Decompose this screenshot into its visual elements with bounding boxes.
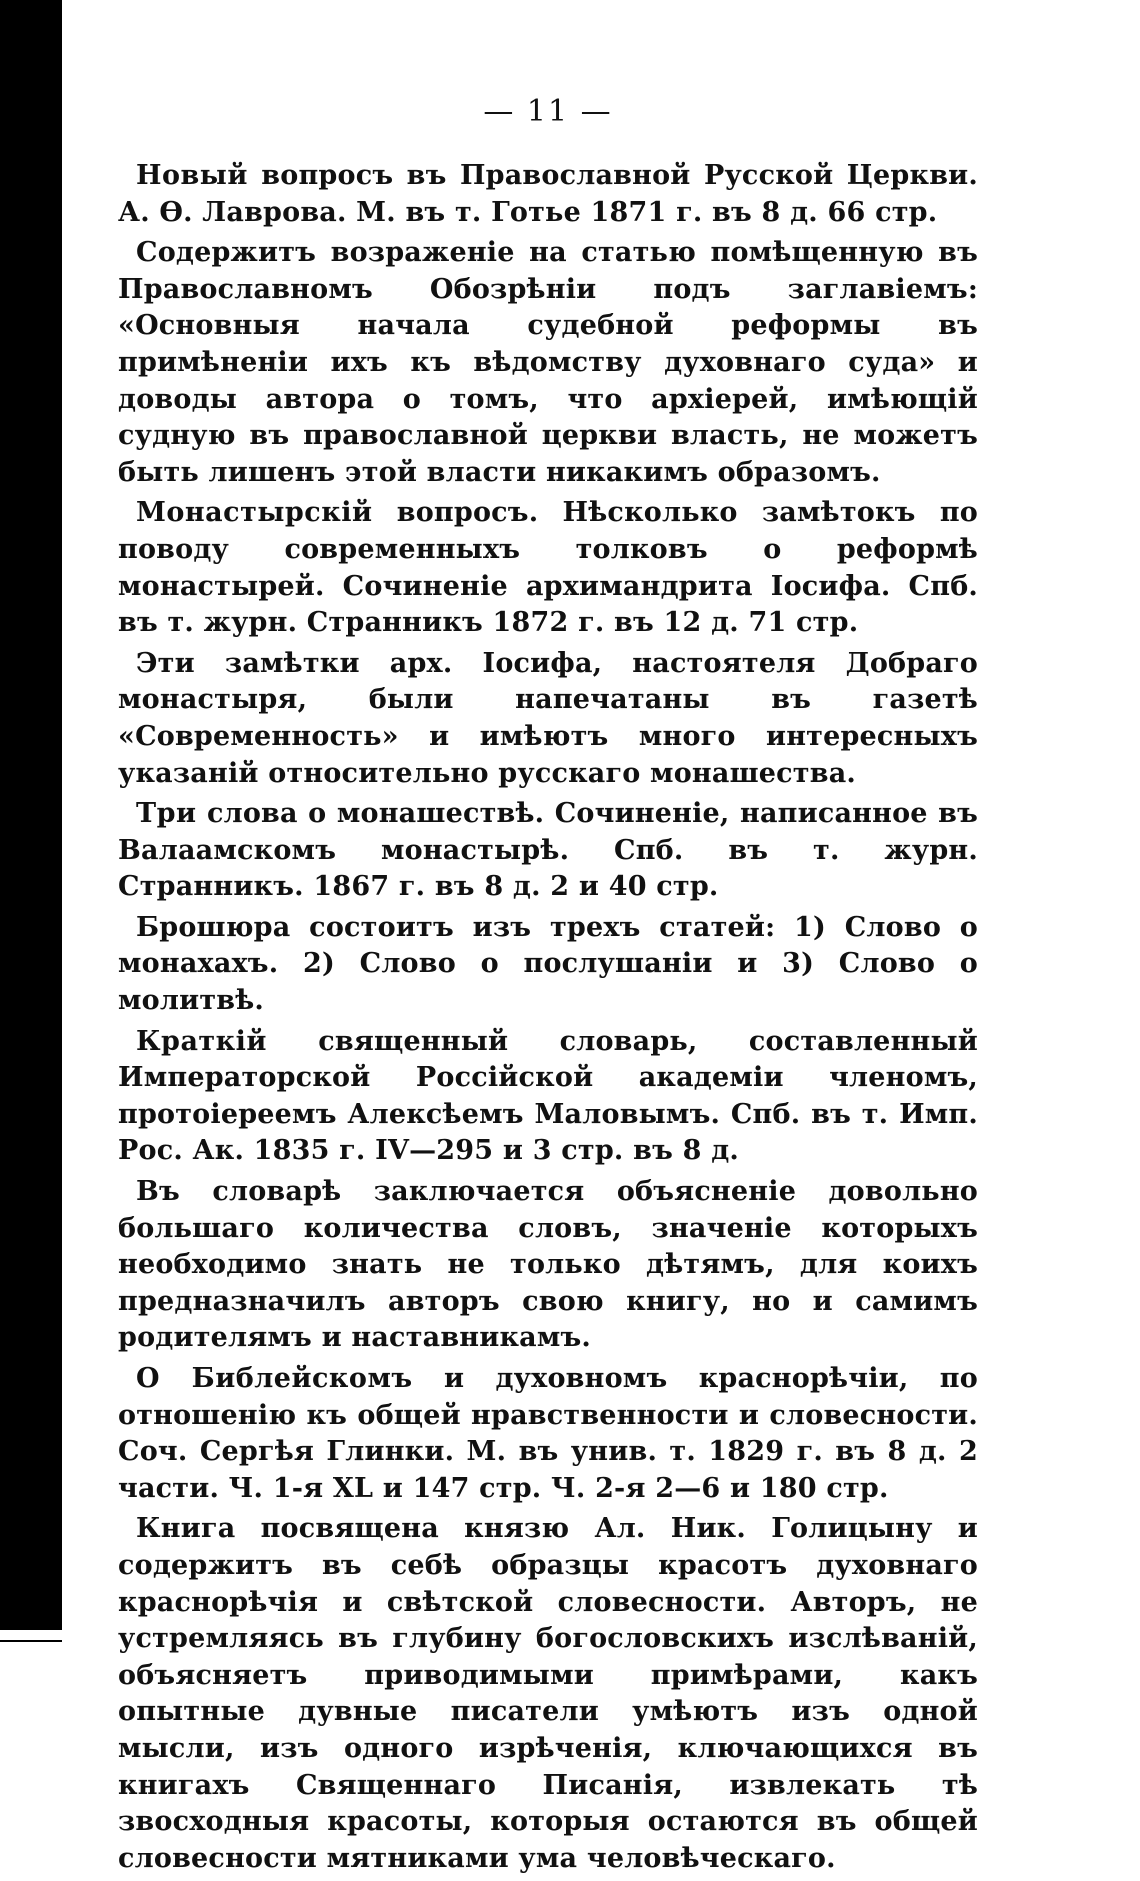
entry-title-word: Монастырскій — [136, 497, 373, 529]
entry-citation-text: вопросъ въ Православной Русской Церкви. А. Ө. Лаврова. М. въ т. Готье 1871 г. въ 8 д. 66 стр. — [118, 160, 978, 228]
entry-citation — [118, 796, 978, 906]
entry-citation — [118, 1024, 978, 1170]
entry-citation — [118, 1361, 978, 1507]
entry-description: Брошюра состоитъ изъ трехъ статей: 1) Слово о монахахъ. 2) Слово о послушаніи и 3) Слово о молитвѣ. — [118, 911, 978, 1017]
entry-title-word: Краткій — [136, 1025, 267, 1057]
page-number: — 11 — — [483, 94, 613, 129]
entry-title-word: Три — [136, 798, 197, 830]
entry-description: Эти замѣтки арх. Іосифа, настоятеля Добраго монастыря, были напечатаны въ газетѣ «Современность» и имѣютъ много интересныхъ указаній относительно русскаго монашества. — [118, 647, 978, 789]
entry-description: Содержитъ возраженіе на статью помѣщенную въ Православномъ Обозрѣніи подъ заглавіемъ: «Основныя начала судебной реформы въ примѣненіи ихъ къ вѣдомству духовнаго суда» и доводы автора о томъ, что архіерей, имѣющій судную въ православной церкви власть, не можетъ быть лишенъ этой власти никакимъ образомъ. — [118, 237, 978, 488]
entry-description: Книга посвящена князю Ал. Ник. Голицыну и содержитъ въ себѣ образцы красотъ духовнаго краснорѣчія и свѣтской словесности. Авторъ, не устремляясь въ глубину богословскихъ изслѣваній, объясняетъ приводимыми примѣрами, какъ опытные дувные писатели умѣютъ изъ одной мысли, изъ одного изрѣченія, ключающихся въ книгахъ Священнаго Писанія, извлекать тѣ звосходныя красоты, которыя остаются въ общей словесности мятниками ума человѣческаго. — [118, 1513, 978, 1874]
entry-title-word: Новый — [136, 160, 248, 191]
entry-citation — [118, 158, 978, 231]
entry-citation-text: вопросъ. Нѣсколько замѣтокъ по поводу современныхъ толковъ о реформѣ монастырей. Сочиненіе архимандрита Іосифа. Спб. въ т. журн. Странникъ 1872 г. въ 12 д. 71 стр. — [118, 497, 978, 639]
entry-citation-text: и духовномъ краснорѣчіи, по отношенію къ общей нравственности и словесности. Соч. Сергѣя Глинки. М. въ унив. т. 1829 г. въ 8 д. 2 части. Ч. 1-я XL и 147 стр. Ч. 2-я 2—6 и 180 стр. — [118, 1363, 978, 1504]
entry-citation — [118, 495, 978, 641]
entry-citation-text: слова о монашествѣ. Сочиненіе, написанное въ Валаамскомъ монастырѣ. Спб. въ т. журн. Странникъ. 1867 г. въ 8 д. 2 и 40 стр. — [118, 798, 979, 903]
scan-left-edge — [0, 0, 62, 1630]
document-page — [118, 92, 978, 1881]
scan-bottom-rule — [0, 1640, 62, 1642]
entry-description: Въ словарѣ заключается объясненіе довольно большаго количества словъ, значеніе которыхъ необходимо знать не только дѣтямъ, для коихъ предназначилъ авторъ свою книгу, но и самимъ родителямъ и наставникамъ. — [118, 1176, 978, 1354]
entry-title-word: О Библейскомъ — [136, 1363, 413, 1394]
entry-citation-text: священный словарь, составленный Императорской Россійской академіи членомъ, протоіереемъ Алексѣемъ Маловымъ. Спб. въ т. Имп. Рос. Ак. 1835 г. IV—295 и 3 стр. въ 8 д. — [118, 1025, 978, 1167]
